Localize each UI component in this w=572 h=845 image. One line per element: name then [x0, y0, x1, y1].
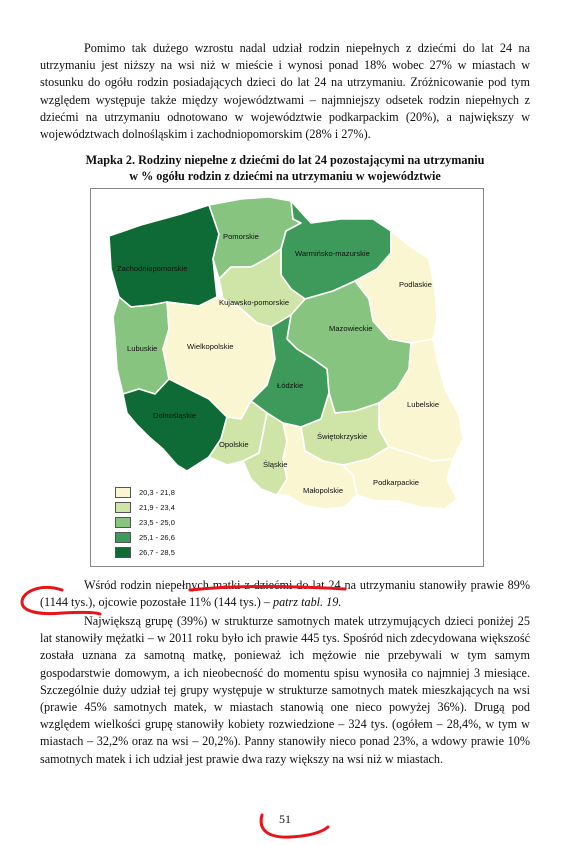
map-title-line1: Mapka 2. Rodziny niepełne z dziećmi do lat 24 pozostającymi na utrzymaniu	[85, 153, 485, 167]
region-zachodniopomorskie	[109, 205, 219, 307]
label-dolnoslaskie: Dolnośląskie	[153, 411, 197, 420]
label-kujawsko: Kujawsko-pomorskie	[219, 298, 290, 307]
legend-item	[115, 500, 175, 515]
poland-map	[90, 188, 484, 567]
label-podlaskie: Podlaskie	[399, 280, 432, 289]
legend-label: 25,1 - 26,6	[139, 533, 175, 542]
intro-paragraph: Pomimo tak dużego wzrostu nadal udział rodzin niepełnych z dziećmi do lat 24 na utrzymaniu jest niższy na wsi niż w mieście i wynosi ponad 18% wobec 27% w miastach w stosunku do ogółu rodzin posiadających dzieci do lat 24 na utrzymaniu. Zróżnicowanie pod tym względem występuje także między województwami – najmniejszy odsetek rodzin niepełnych z dziećmi na utrzymaniu odnotowano w województwie podkarpackim (20%), a największy w województwach dolnośląskim i zachodniopomorskim (28% i 27%).	[40, 41, 530, 142]
legend-item	[115, 485, 175, 500]
label-pomorskie: Pomorskie	[223, 232, 259, 241]
label-lodzkie: Łódzkie	[277, 381, 304, 390]
legend-item	[115, 515, 175, 530]
map-title-line2: w % ogółu rodzin z dziećmi na utrzymaniu w województwie	[129, 169, 441, 183]
paragraph-mothers-fathers-text: Wśród rodzin niepełnych matki z dziećmi do lat 24 na utrzymaniu stanowiły prawie 89% (1144 tys.), ojcowie pozostałe 11% (144 tys.) –	[40, 578, 530, 610]
label-swietokrzyskie: Świętokrzyskie	[317, 432, 368, 441]
table-reference: patrz tabl. 19.	[272, 595, 342, 610]
label-opolskie: Opolskie	[219, 440, 249, 449]
legend-item	[115, 545, 175, 560]
label-lubelskie: Lubelskie	[407, 400, 440, 409]
legend-swatch	[115, 547, 131, 558]
label-podkarpackie: Podkarpackie	[373, 478, 420, 487]
legend-label: 20,3 - 21,8	[139, 488, 175, 497]
label-mazowieckie: Mazowieckie	[329, 324, 373, 333]
legend-item	[115, 530, 175, 545]
legend-label: 26,7 - 28,5	[139, 548, 175, 557]
map-legend	[115, 485, 175, 560]
label-wielkopolskie: Wielkopolskie	[187, 342, 234, 351]
legend-label: 23,5 - 25,0	[139, 518, 175, 527]
paragraph-single-mothers: Największą grupę (39%) w strukturze samotnych matek utrzymujących dzieci poniżej 25 lat stanowiły mężatki – w 2011 roku było ich prawie 445 tys. Spośród nich zdecydowana większość została uznana za samotną matkę, ponieważ ich mężowie nie przebywali w tym samym gospodarstwie domowym, a ich nieobecność do momentu spisu wynosiła co najmniej 3 miesiące. Szczególnie duży udział tej grupy występuje w strukturze samotnych matek mieszkających na wsi (prawie 45% samotnych matek, w miastach stanowią one nieco powyżej 36%). Drugą pod względem wielkości grupę stanowiły kobiety rozwiedzione – 324 tys. (ogółem – 28,4%, w tym w miastach – 32,2% oraz na wsi – 20,2%). Panny stanowiły nieco ponad 23%, a wdowy prawie 10% samotnych matek i ich udział jest prawie dwa razy większy na wsi niż w miastach.	[40, 614, 530, 766]
label-lubuskie: Lubuskie	[127, 344, 158, 353]
legend-label: 21,9 - 23,4	[139, 503, 175, 512]
legend-swatch	[115, 517, 131, 528]
label-zachodniopomorskie: Zachodniopomorskie	[117, 264, 188, 273]
paragraph-mothers-fathers	[40, 577, 530, 611]
label-slaskie: Śląskie	[263, 460, 288, 469]
label-warminsko: Warmińsko-mazurskie	[295, 249, 370, 258]
legend-swatch	[115, 532, 131, 543]
label-malopolskie: Małopolskie	[303, 486, 344, 495]
legend-swatch	[115, 502, 131, 513]
legend-swatch	[115, 487, 131, 498]
map-caption	[40, 152, 530, 184]
page-number: 51	[279, 812, 291, 826]
